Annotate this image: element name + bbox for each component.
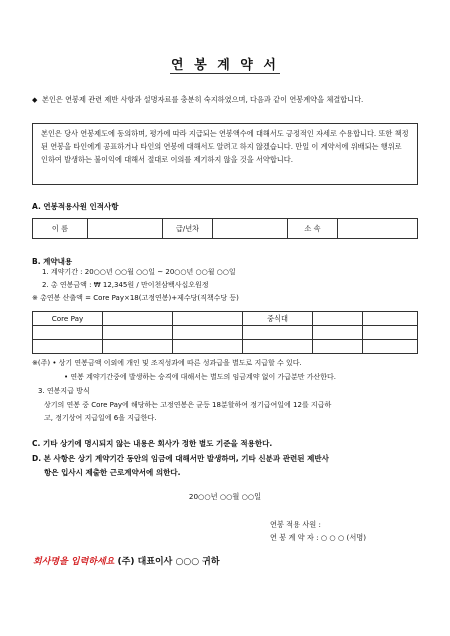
pay-cell[interactable]	[313, 340, 363, 354]
pledge-box: 본인은 당사 연봉제도에 동의하며, 평가에 따라 지급되는 연봉액수에 대해서도 긍정적인 자세로 수용합니다. 또한 책정된 연봉을 타인에게 공표하거나 타인의 연봉에 대해서도 알려고 하지 않겠습니다. 만일 이 계약서에 위배되는 행위로 인하여 발생하는 불이익에 대해서 절대로 이의를 제기하지 않을 것을 서약합니다.	[32, 123, 418, 185]
intro-paragraph	[30, 94, 418, 106]
pay-cell[interactable]	[33, 326, 103, 340]
document-title: 연 봉 계 약 서	[171, 58, 279, 73]
diamond-bullet-icon: ◆	[32, 96, 38, 104]
pay-cell[interactable]	[363, 326, 418, 340]
pay-cell[interactable]	[173, 312, 243, 326]
pay-cell[interactable]	[243, 340, 313, 354]
section-c: C. 기타 상기에 명시되지 않는 내용은 회사가 정한 별도 기준을 적용한다.	[32, 439, 273, 448]
note-5: 고, 정기상여 지급일에 6을 지급한다.	[44, 414, 157, 422]
contractor-sign-line: 연 봉 계 약 자 : ○ ○ ○ (서명)	[270, 533, 367, 542]
pay-cell[interactable]	[243, 326, 313, 340]
title-underline	[170, 73, 280, 74]
meal-header: 중식대	[243, 312, 313, 326]
note-3: 3. 연봉지급 방식	[38, 387, 90, 395]
company-line	[33, 554, 220, 567]
pay-cell[interactable]	[313, 312, 363, 326]
rank-field[interactable]	[213, 219, 288, 239]
contract-period: 1. 계약기간 : 20○○년 ○○월 ○○일 ~ 20○○년 ○○월 ○○일	[42, 268, 236, 276]
pay-cell[interactable]	[363, 312, 418, 326]
section-d-line1: D. 본 사항은 상기 계약기간 동안의 임금에 대해서만 발생하며, 기타 신분과 관련된 제반사	[32, 454, 329, 463]
pay-cell[interactable]	[313, 326, 363, 340]
contract-total: 2. 총 연봉금액 : ₩ 12,345원 / 만이천삼백사십오원정	[42, 281, 209, 289]
contract-date: 20○○년 ○○월 ○○일	[188, 492, 262, 501]
pay-cell[interactable]	[173, 340, 243, 354]
company-name-placeholder[interactable]: 회사명을 입력하세요	[33, 557, 115, 567]
rank-label: 급/년차	[163, 219, 213, 239]
personal-info-table	[32, 218, 418, 239]
core-pay-header: Core Pay	[33, 312, 103, 326]
name-label: 이 름	[33, 219, 88, 239]
company-suffix: (주) 대표이사 ○○○ 귀하	[117, 557, 220, 567]
intro-text: 본인은 연봉제 관련 제반 사항과 설명자료를 충분히 숙지하였으며, 다음과 같이 연봉계약을 체결합니다.	[42, 95, 364, 104]
pay-cell[interactable]	[33, 340, 103, 354]
pay-cell[interactable]	[363, 340, 418, 354]
note-2: • 연봉 계약기간중에 발생하는 승격에 대해서는 별도의 임금계약 없이 가급분만 가산한다.	[64, 373, 337, 381]
pay-cell[interactable]	[103, 340, 173, 354]
note-4: 상기의 연봉 중 Core Pay에 해당하는 고정연봉은 균등 18분할하여 정기급여일에 12를 지급하	[44, 401, 332, 409]
employee-sign-line: 연봉 적용 사원 :	[270, 520, 321, 529]
pay-cell[interactable]	[103, 312, 173, 326]
section-d-line2: 항은 입사시 제출한 근로계약서에 의한다.	[44, 468, 181, 477]
note-1: ※(주) • 상기 연봉금액 이외에 개인 및 조직성과에 따른 성과급을 별도로 지급할 수 있다.	[32, 359, 302, 367]
section-b-heading: B. 계약내용	[32, 257, 73, 266]
pay-table	[32, 311, 418, 354]
pay-cell[interactable]	[103, 326, 173, 340]
name-field[interactable]	[88, 219, 163, 239]
dept-field[interactable]	[338, 219, 418, 239]
contract-formula: ※ 총연봉 산출액 = Core Pay×18(고정연봉)+제수당(직책수당 등)	[32, 294, 239, 302]
section-a-heading: A. 연봉적용사원 인적사항	[32, 202, 119, 211]
pay-cell[interactable]	[173, 326, 243, 340]
dept-label: 소 속	[288, 219, 338, 239]
